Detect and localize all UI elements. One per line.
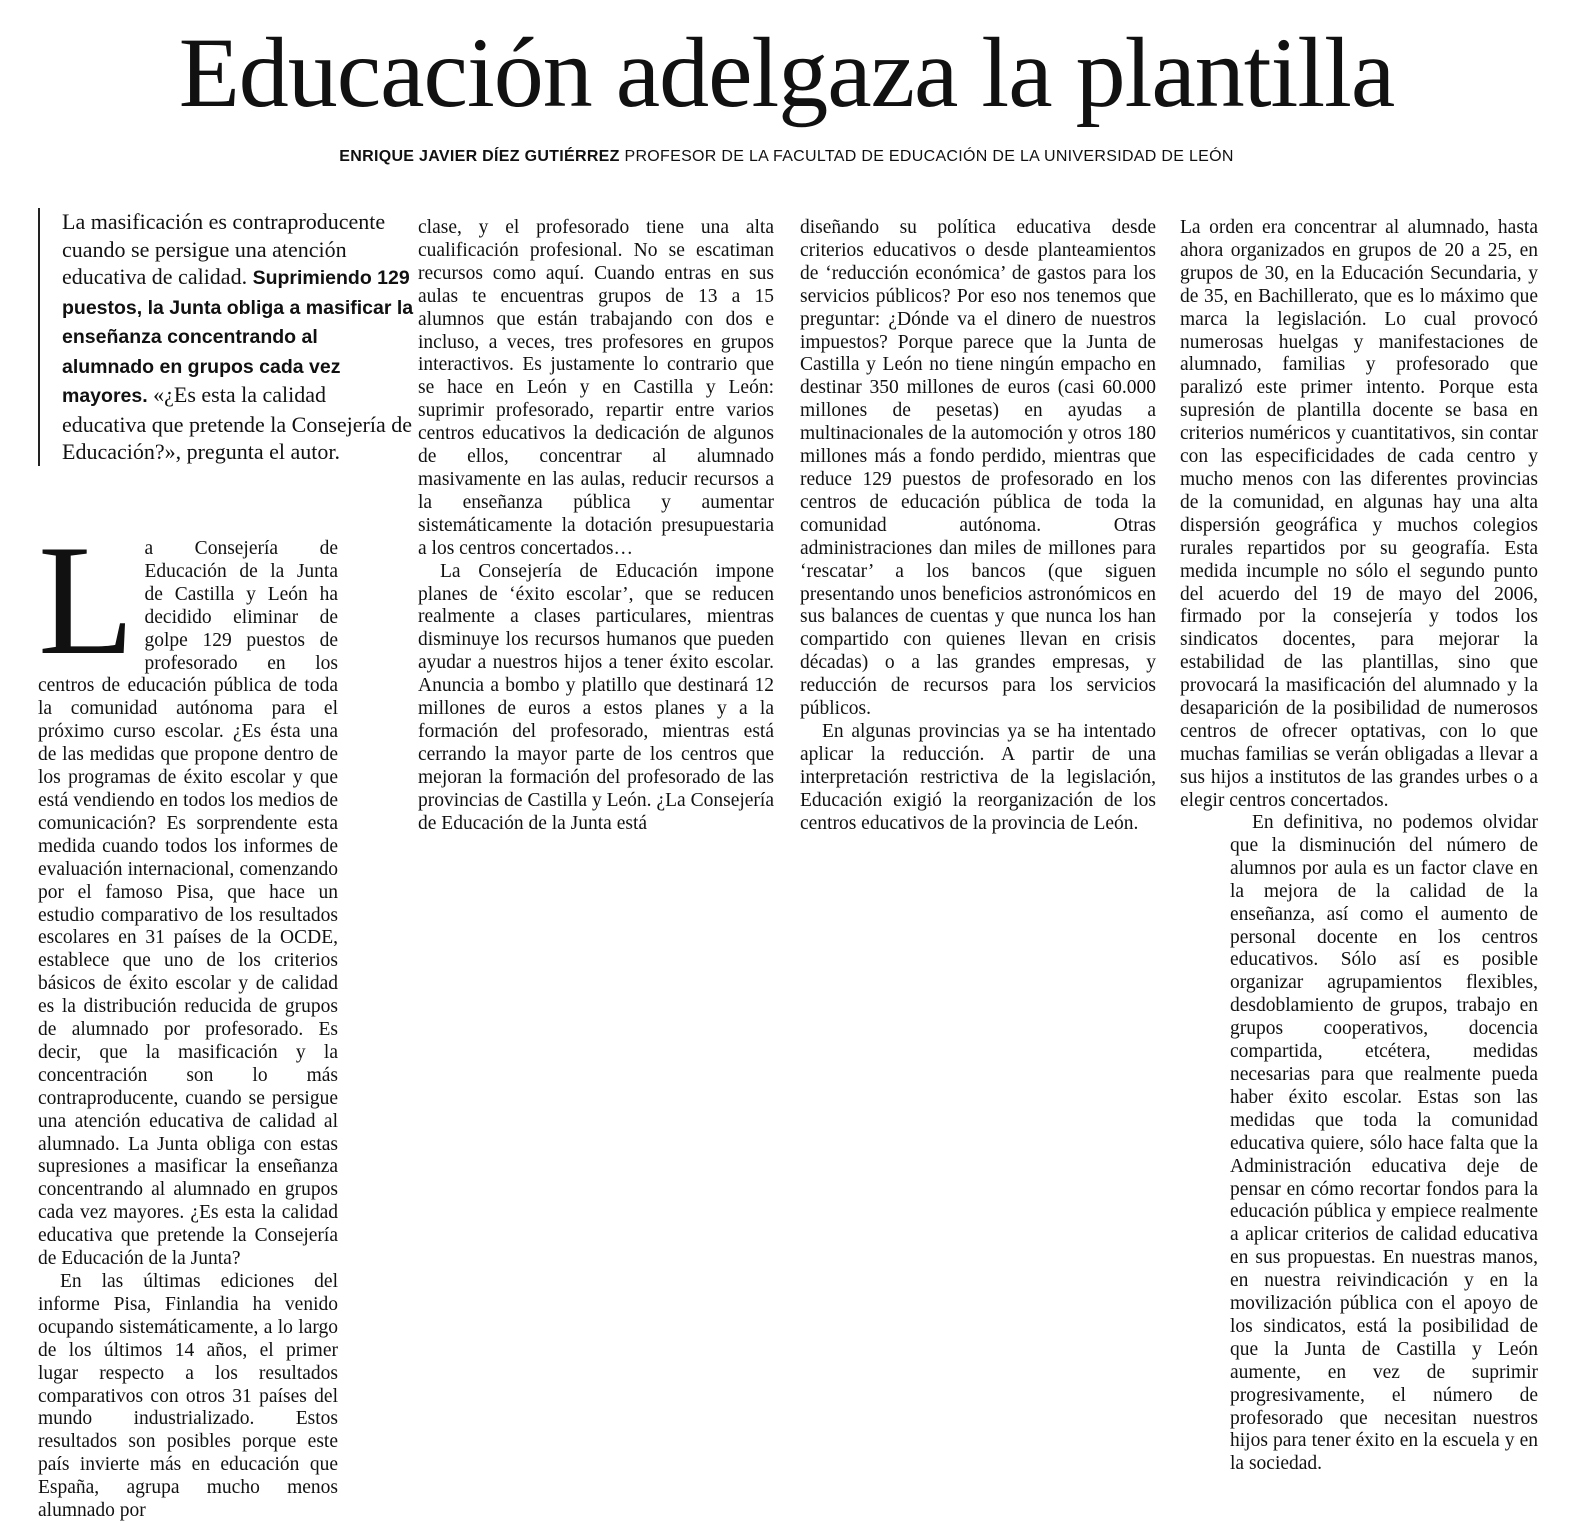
- lede-intro: La masificación es contraproducente cuando se persigue una atención educativa de calidad.: [62, 209, 386, 289]
- column-4-lower: [1230, 812, 1538, 1476]
- paragraph-1: [38, 513, 338, 1271]
- lede-standfirst: [38, 208, 414, 466]
- paragraph-6: En definitiva, no podemos olvidar que la disminución del número de alumnos por aula es un factor clave en la mejora de la calidad de la enseñanza, así como el aumento de personal docente en los centros educativos. Sólo así es posible organizar agrupamientos flexibles, desdoblamiento de grupos, trabajo en grupos cooperativos, docencia compartida, etcétera, medidas necesarias para que realmente pueda haber éxito escolar. Estas son las medidas que toda la comunidad educativa quiere, sólo hace falta que la Administración educativa deje de pensar en cómo recortar fondos para la educación pública y empiece realmente a aplicar criterios de calidad educativa en sus propuestas. En nuestras manos, en nuestra reivindicación y en la movilización pública con el apoyo de los sindicatos, está la posibilidad de que la Junta de Castilla y León aumente, en vez de suprimir progresivamente, el número de profesorado que necesitan nuestros hijos para tener éxito en la escuela y en la sociedad.: [1230, 812, 1538, 1475]
- byline-author: ENRIQUE JAVIER DÍEZ GUTIÉRREZ: [339, 148, 620, 165]
- byline: [0, 148, 1573, 166]
- lede-bold: Suprimiendo 129 puestos, la Junta obliga a masificar la enseñanza concentrando al alumnado en grupos cada vez mayores.: [62, 267, 414, 407]
- paragraph-3-continued: diseñando su política educativa desde criterios educativos o desde planteamientos de ‘reducción económica’ de gastos para los servicios públicos? Por eso nos tenemos que preguntar: ¿Dónde va el dinero de nuestros impuestos? Porque parece que la Junta de Castilla y León no tiene ningún empacho en destinar 350 millones de euros (casi 60.000 millones de pesetas) en ayudas a multinacionales de la automoción y otros 180 millones más a fondo perdido, mientras que reduce 129 puestos de profesorado en los centros de educación pública de toda la comunidad autónoma. Otras administraciones dan miles de millones para ‘rescatar’ a los bancos (que siguen presentando unos beneficios astronómicos en sus balances de cuentas y que nunca los han compartido con quienes llevan en crisis décadas) o a las grandes empresas, y reducción de recursos para los servicios públicos.: [800, 217, 1156, 720]
- column-3: [800, 217, 1156, 835]
- paragraph-3-start: La Consejería de Educación impone planes de ‘éxito escolar’, que se reducen realmente a clases particulares, mientras disminuye los recursos humanos que pueden ayudar a nuestros hijos a tener éxito escolar. Anuncia a bombo y platillo que destinará 12 millones de euros a estos planes y a la formación del profesorado, mientras está cerrando la mayor parte de los centros que mejoran la formación del profesorado de las provincias de Castilla y León. ¿La Consejería de Educación de la Junta está: [418, 560, 774, 834]
- drop-cap: L: [38, 513, 135, 688]
- headline: Educación adelgaza la plantilla: [178, 17, 1395, 128]
- paragraph-1-text: a Consejería de Educación de la Junta de Castilla y León ha decidido eliminar de golpe 129 puestos de profesorado en los centros de educación pública de toda la comunidad autónoma para el próximo curso escolar. ¿Es ésta una de las medidas que propone dentro de los programas de éxito escolar y que está vendiendo en todos los medios de comunicación? Es sorprendente esta medida cuando todos los informes de evaluación internacional, comenzando por el famoso Pisa, que hace un estudio comparativo de los resultados escolares en 31 países de la OCDE, establece que uno de los criterios básicos de éxito escolar y de calidad es la distribución reducida de grupos de alumnado por profesorado. Es decir, que la masificación y la concentración son lo más contraproducente, cuando se persigue una atención educativa de calidad al alumnado. La Junta obliga con estas supresiones a masificar la enseñanza concentrando al alumnado en grupos cada vez mayores. ¿Es esta la calidad educativa que pretende la Consejería de Educación de la Junta?: [38, 538, 338, 1270]
- column-2: [418, 217, 774, 835]
- paragraph-2-continued: clase, y el profesorado tiene una alta cualificación profesional. No se escatiman recursos como aquí. Cuando entras en sus aulas te encuentras grupos de 13 a 15 alumnos que están trabajando con dos e incluso, a veces, tres profesores en grupos interactivos. Es justamente lo contrario que se hace en León y en Castilla y León: suprimir profesorado, repartir entre varios centros educativos la dedicación de algunos de ellos, concentrar al alumnado masivamente en las aulas, reducir recursos a la enseñanza pública y aumentar sistemáticamente la dotación presupuestaria a los centros concertados…: [418, 217, 774, 559]
- column-4: [1180, 217, 1538, 813]
- paragraph-5: La orden era concentrar al alumnado, hasta ahora organizados en grupos de 20 a 25, en grupos de 30, en la Educación Secundaria, y de 35, en Bachillerato, que es lo máximo que marca la legislación. Lo cual provocó numerosas huelgas y manifestaciones de alumnado, familias y profesorado que paralizó este primer intento. Porque esta supresión de plantilla docente se basa en criterios numéricos y cuantitativos, sin contar con las especificidades de cada centro y mucho menos con las diferentes provincias de la comunidad, en algunas hay una alta dispersión geográfica y muchos colegios rurales repartidos por su geografía. Esta medida incumple no sólo el segundo punto del acuerdo del 19 de mayo del 2006, firmado por la consejería y todos los sindicatos docentes, para mejorar la estabilidad de las plantillas, sino que provocará la masificación del alumnado y la desaparición de la posibilidad de numerosos centros de ofrecer optativas, con lo que muchas familias se verán obligadas a llevar a sus hijos a institutos de las grandes urbes o a elegir centros concertados.: [1180, 217, 1538, 811]
- column-1: [38, 513, 338, 1523]
- paragraph-4: En algunas provincias ya se ha intentado aplicar la reducción. A partir de una interpretación restrictiva de la legislación, Educación exigió la reorganización de los centros educativos de la provincia de León.: [800, 720, 1156, 834]
- lede-quote: «¿Es esta la calidad educativa que pretende la Consejería de Educación?», pregunta el autor.: [62, 382, 413, 464]
- byline-role: PROFESOR DE LA FACULTAD DE EDUCACIÓN DE LA UNIVERSIDAD DE LEÓN: [624, 148, 1234, 165]
- paragraph-2-start: En las últimas ediciones del informe Pisa, Finlandia ha venido ocupando sistemáticamente, a lo largo de los últimos 14 años, el primer lugar respecto a los resultados comparativos con otros 31 países del mundo industrializado. Estos resultados son posibles porque este país invierte más en educación que España, agrupa mucho menos alumnado por: [38, 1271, 338, 1522]
